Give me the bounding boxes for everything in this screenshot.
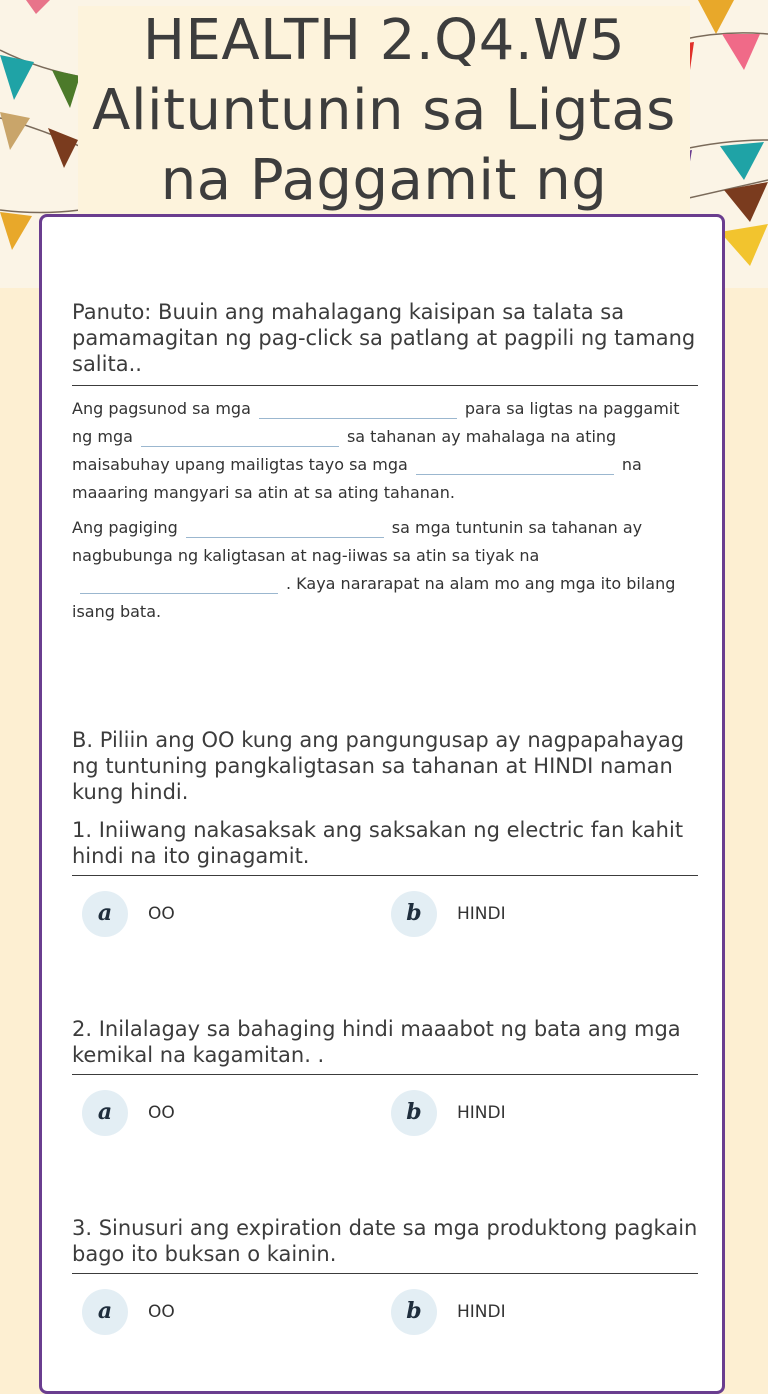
question-1-option-a[interactable] bbox=[82, 891, 372, 937]
paragraph-text: para sa ligtas na paggamit ng mga bbox=[72, 399, 680, 446]
divider bbox=[72, 385, 698, 386]
option-label: OO bbox=[148, 1302, 175, 1322]
option-letter-a: a bbox=[82, 1090, 128, 1136]
option-letter-a: a bbox=[82, 891, 128, 937]
option-label: HINDI bbox=[457, 1103, 506, 1123]
paragraph-text: . Kaya nararapat na alam mo ang mga ito bilang isang bata. bbox=[72, 574, 676, 621]
dropdown-blank-1[interactable] bbox=[259, 400, 457, 419]
paragraph-text: na maaaring mangyari sa atin at sa ating tahanan. bbox=[72, 455, 642, 502]
option-letter-b: b bbox=[391, 891, 437, 937]
question-2-option-b[interactable] bbox=[391, 1090, 681, 1136]
paragraph-text: sa mga tuntunin sa tahanan ay nagbubunga ng kaligtasan at nag-iiwas sa atin sa tiyak na bbox=[72, 518, 643, 565]
fill-in-paragraph-1 bbox=[72, 395, 702, 507]
option-label: HINDI bbox=[457, 904, 506, 924]
instruction-text: Panuto: Buuin ang mahalagang kaisipan sa talata sa pamamagitan ng pag-click sa patlang at pagpili ng tamang salita.. bbox=[72, 300, 696, 376]
divider bbox=[72, 1273, 698, 1274]
dropdown-blank-4[interactable] bbox=[186, 519, 384, 538]
question-3-option-a[interactable] bbox=[82, 1289, 372, 1335]
option-label: OO bbox=[148, 904, 175, 924]
dropdown-blank-3[interactable] bbox=[416, 456, 614, 475]
title-line-3: na Paggamit ng bbox=[160, 148, 608, 213]
title-line-1: HEALTH 2.Q4.W5 bbox=[142, 8, 626, 73]
dropdown-blank-2[interactable] bbox=[141, 428, 339, 447]
divider bbox=[72, 875, 698, 876]
paragraph-text: Ang pagsunod sa mga bbox=[72, 399, 251, 418]
worksheet-title bbox=[78, 6, 690, 216]
dropdown-blank-5[interactable] bbox=[80, 575, 278, 594]
option-letter-b: b bbox=[391, 1289, 437, 1335]
option-label: OO bbox=[148, 1103, 175, 1123]
option-letter-b: b bbox=[391, 1090, 437, 1136]
question-3-option-b[interactable] bbox=[391, 1289, 681, 1335]
paragraph-text: Ang pagiging bbox=[72, 518, 178, 537]
question-2-text: 2. Inilalagay sa bahaging hindi maaabot ng bata ang mga kemikal na kagamitan. . bbox=[72, 1017, 681, 1067]
divider bbox=[72, 1074, 698, 1075]
option-label: HINDI bbox=[457, 1302, 506, 1322]
question-1-text: 1. Iniiwang nakasaksak ang saksakan ng electric fan kahit hindi na ito ginagamit. bbox=[72, 818, 684, 868]
fill-in-paragraph-2 bbox=[72, 514, 702, 626]
option-letter-a: a bbox=[82, 1289, 128, 1335]
question-2-option-a[interactable] bbox=[82, 1090, 372, 1136]
question-3-text: 3. Sinusuri ang expiration date sa mga produktong pagkain bago ito buksan o kainin. bbox=[72, 1216, 698, 1266]
worksheet-card bbox=[39, 214, 725, 1394]
section-b-instruction: B. Piliin ang OO kung ang pangungusap ay nagpapahayag ng tuntuning pangkaligtasan sa tahanan at HINDI naman kung hindi. bbox=[72, 728, 685, 804]
title-line-2: Alituntunin sa Ligtas bbox=[92, 78, 676, 143]
question-1-option-b[interactable] bbox=[391, 891, 681, 937]
paragraph-text: sa tahanan ay mahalaga na ating maisabuhay upang mailigtas tayo sa mga bbox=[72, 427, 617, 474]
